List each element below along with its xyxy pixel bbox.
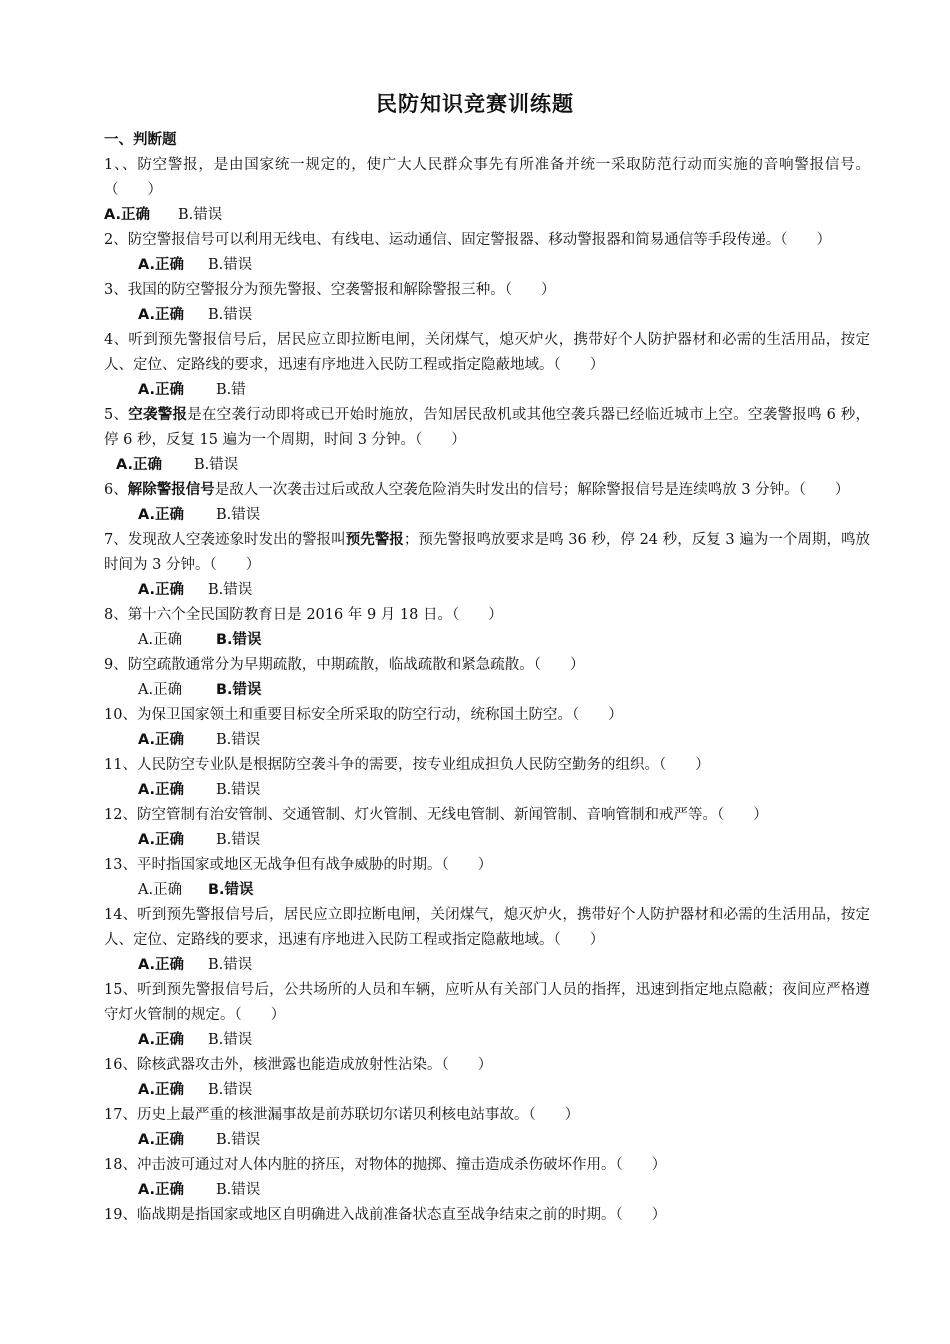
option-a: A.正确	[138, 632, 183, 648]
answer-options	[104, 453, 870, 478]
question-text: 18、冲击波可通过对人体内脏的挤压，对物体的抛掷、撞击造成杀伤破坏作用。（ ）	[104, 1157, 667, 1173]
answer-options	[104, 1078, 870, 1103]
answer-options	[104, 503, 870, 528]
answer-options	[104, 203, 870, 228]
option-b: B.错误	[208, 882, 254, 898]
question-text: 8、第十六个全民国防教育日是 2016 年 9 月 18 日。（ ）	[104, 607, 503, 623]
option-a: A.正确	[138, 732, 184, 748]
question-keyword: 解除警报信号	[127, 482, 215, 498]
question-keyword: 预先警报	[345, 532, 404, 548]
question-14	[104, 903, 870, 953]
question-text: 11、人民防空专业队是根据防空袭斗争的需要，按专业组成担负人民防空勤务的组织。（ ）	[104, 757, 710, 773]
option-a: A.正确	[138, 257, 184, 273]
option-b: B.错	[216, 382, 246, 398]
question-8	[104, 603, 870, 628]
question-2	[104, 228, 870, 253]
option-a: A.正确	[138, 382, 184, 398]
question-text: 3、我国的防空警报分为预先警报、空袭警报和解除警报三种。（ ）	[104, 282, 556, 298]
question-text: 是敌人一次袭击过后或敌人空袭危险消失时发出的信号；解除警报信号是连续鸣放 3 分钟。（ ）	[214, 482, 850, 498]
answer-options	[104, 728, 870, 753]
question-text: 13、平时指国家或地区无战争但有战争威胁的时期。（ ）	[104, 857, 493, 873]
option-b: B.错误	[208, 1032, 253, 1048]
question-text: 5、	[104, 407, 129, 423]
question-15	[104, 978, 870, 1028]
question-text: ；预先警报鸣放要求是鸣 36 秒，停 24 秒，反复 3 遍为一个周期，鸣放时间为 3 分钟。（ ）	[104, 532, 871, 573]
answer-options	[104, 253, 870, 278]
option-a: A.正确	[104, 207, 150, 223]
question-text: 6、	[104, 482, 128, 498]
answer-options	[104, 778, 870, 803]
section-heading: 一、判断题	[104, 132, 177, 148]
question-3	[104, 278, 870, 303]
question-text: 9、防空疏散通常分为早期疏散，中期疏散，临战疏散和紧急疏散。（ ）	[104, 657, 585, 673]
answer-options	[104, 1178, 870, 1203]
question-text: 2、防空警报信号可以利用无线电、有线电、运动通信、固定警报器、移动警报器和简易通信等手段传递。（ ）	[104, 232, 831, 248]
option-b: B.错误	[208, 307, 253, 323]
option-a: A.正确	[138, 507, 184, 523]
question-9	[104, 653, 870, 678]
question-text: 17、历史上最严重的核泄漏事故是前苏联切尔诺贝利核电站事故。（ ）	[104, 1107, 580, 1123]
option-a: A.正确	[138, 882, 183, 898]
option-a: A.正确	[116, 457, 162, 473]
answer-options	[104, 678, 870, 703]
option-a: A.正确	[138, 832, 184, 848]
question-text: 15、听到预先警报信号后，公共场所的人员和车辆，应听从有关部门人员的指挥，迅速到指定地点隐蔽；夜间应严格遵守灯火管制的规定。（ ）	[104, 982, 870, 1023]
option-b: B.错误	[208, 1082, 253, 1098]
answer-options	[104, 1028, 870, 1053]
question-text: 1、、防空警报，是由国家统一规定的，使广大人民群众事先有所准备并统一采取防范行动而实施的音响警报信号。（ ）	[104, 157, 870, 198]
answer-options	[104, 628, 870, 653]
answer-options	[104, 828, 870, 853]
option-b: B.错误	[178, 207, 223, 223]
question-text: 14、听到预先警报信号后，居民应立即拉断电闸，关闭煤气，熄灭炉火，携带好个人防护器材和必需的生活用品，按定人、定位、定路线的要求，迅速有序地进入民防工程或指定隐蔽地域。（ ）	[104, 907, 870, 948]
option-a: A.正确	[138, 582, 184, 598]
answer-options	[104, 1128, 870, 1153]
option-b: B.错误	[216, 832, 261, 848]
question-5	[104, 403, 870, 453]
question-11	[104, 753, 870, 778]
option-b: B.错误	[216, 1182, 261, 1198]
option-b: B.错误	[194, 457, 239, 473]
option-a: A.正确	[138, 782, 184, 798]
question-text: 是在空袭行动即将或已开始时施放，告知居民敌机或其他空袭兵器已经临近城市上空。空袭警报鸣 6 秒，停 6 秒，反复 15 遍为一个周期，时间 3 分钟。（ ）	[104, 407, 870, 448]
question-18	[104, 1153, 870, 1178]
question-text: 7、发现敌人空袭迹象时发出的警报叫	[104, 532, 346, 548]
question-text: 12、防空管制有治安管制、交通管制、灯火管制、无线电管制、新闻管制、音响管制和戒严等。（ ）	[104, 807, 768, 823]
question-16	[104, 1053, 870, 1078]
question-4	[104, 328, 870, 378]
option-a: A.正确	[138, 1132, 184, 1148]
option-b: B.错误	[208, 257, 253, 273]
question-7	[104, 528, 870, 578]
option-b: B.错误	[216, 507, 261, 523]
question-keyword: 空袭警报	[128, 407, 188, 423]
option-b: B.错误	[216, 632, 262, 648]
question-text: 19、临战期是指国家或地区自明确进入战前准备状态直至战争结束之前的时期。（ ）	[104, 1207, 667, 1223]
question-17	[104, 1103, 870, 1128]
question-text: 4、听到预先警报信号后，居民应立即拉断电闸，关闭煤气，熄灭炉火，携带好个人防护器材和必需的生活用品，按定人、定位、定路线的要求，迅速有序地进入民防工程或指定隐蔽地域。（ ）	[104, 332, 870, 373]
option-b: B.错误	[208, 957, 253, 973]
question-1	[104, 153, 870, 203]
option-b: B.错误	[216, 682, 262, 698]
question-19	[104, 1203, 870, 1228]
question-10	[104, 703, 870, 728]
answer-options	[104, 953, 870, 978]
answer-options	[104, 578, 870, 603]
answer-options	[104, 303, 870, 328]
document-title: 民防知识竞赛训练题	[376, 92, 574, 116]
option-a: A.正确	[138, 957, 184, 973]
option-b: B.错误	[216, 732, 261, 748]
question-12	[104, 803, 870, 828]
option-b: B.错误	[208, 582, 253, 598]
option-a: A.正确	[138, 1082, 184, 1098]
question-list	[104, 128, 870, 1228]
option-a: A.正确	[138, 307, 184, 323]
option-a: A.正确	[138, 1032, 184, 1048]
question-text: 10、为保卫国家领土和重要目标安全所采取的防空行动，统称国土防空。（ ）	[104, 707, 623, 723]
question-6	[104, 478, 870, 503]
option-a: A.正确	[138, 1182, 184, 1198]
question-13	[104, 853, 870, 878]
answer-options	[104, 878, 870, 903]
question-text: 16、除核武器攻击外，核泄露也能造成放射性沾染。（ ）	[104, 1057, 493, 1073]
option-b: B.错误	[216, 782, 261, 798]
option-a: A.正确	[138, 682, 183, 698]
answer-options	[104, 378, 870, 403]
option-b: B.错误	[216, 1132, 261, 1148]
